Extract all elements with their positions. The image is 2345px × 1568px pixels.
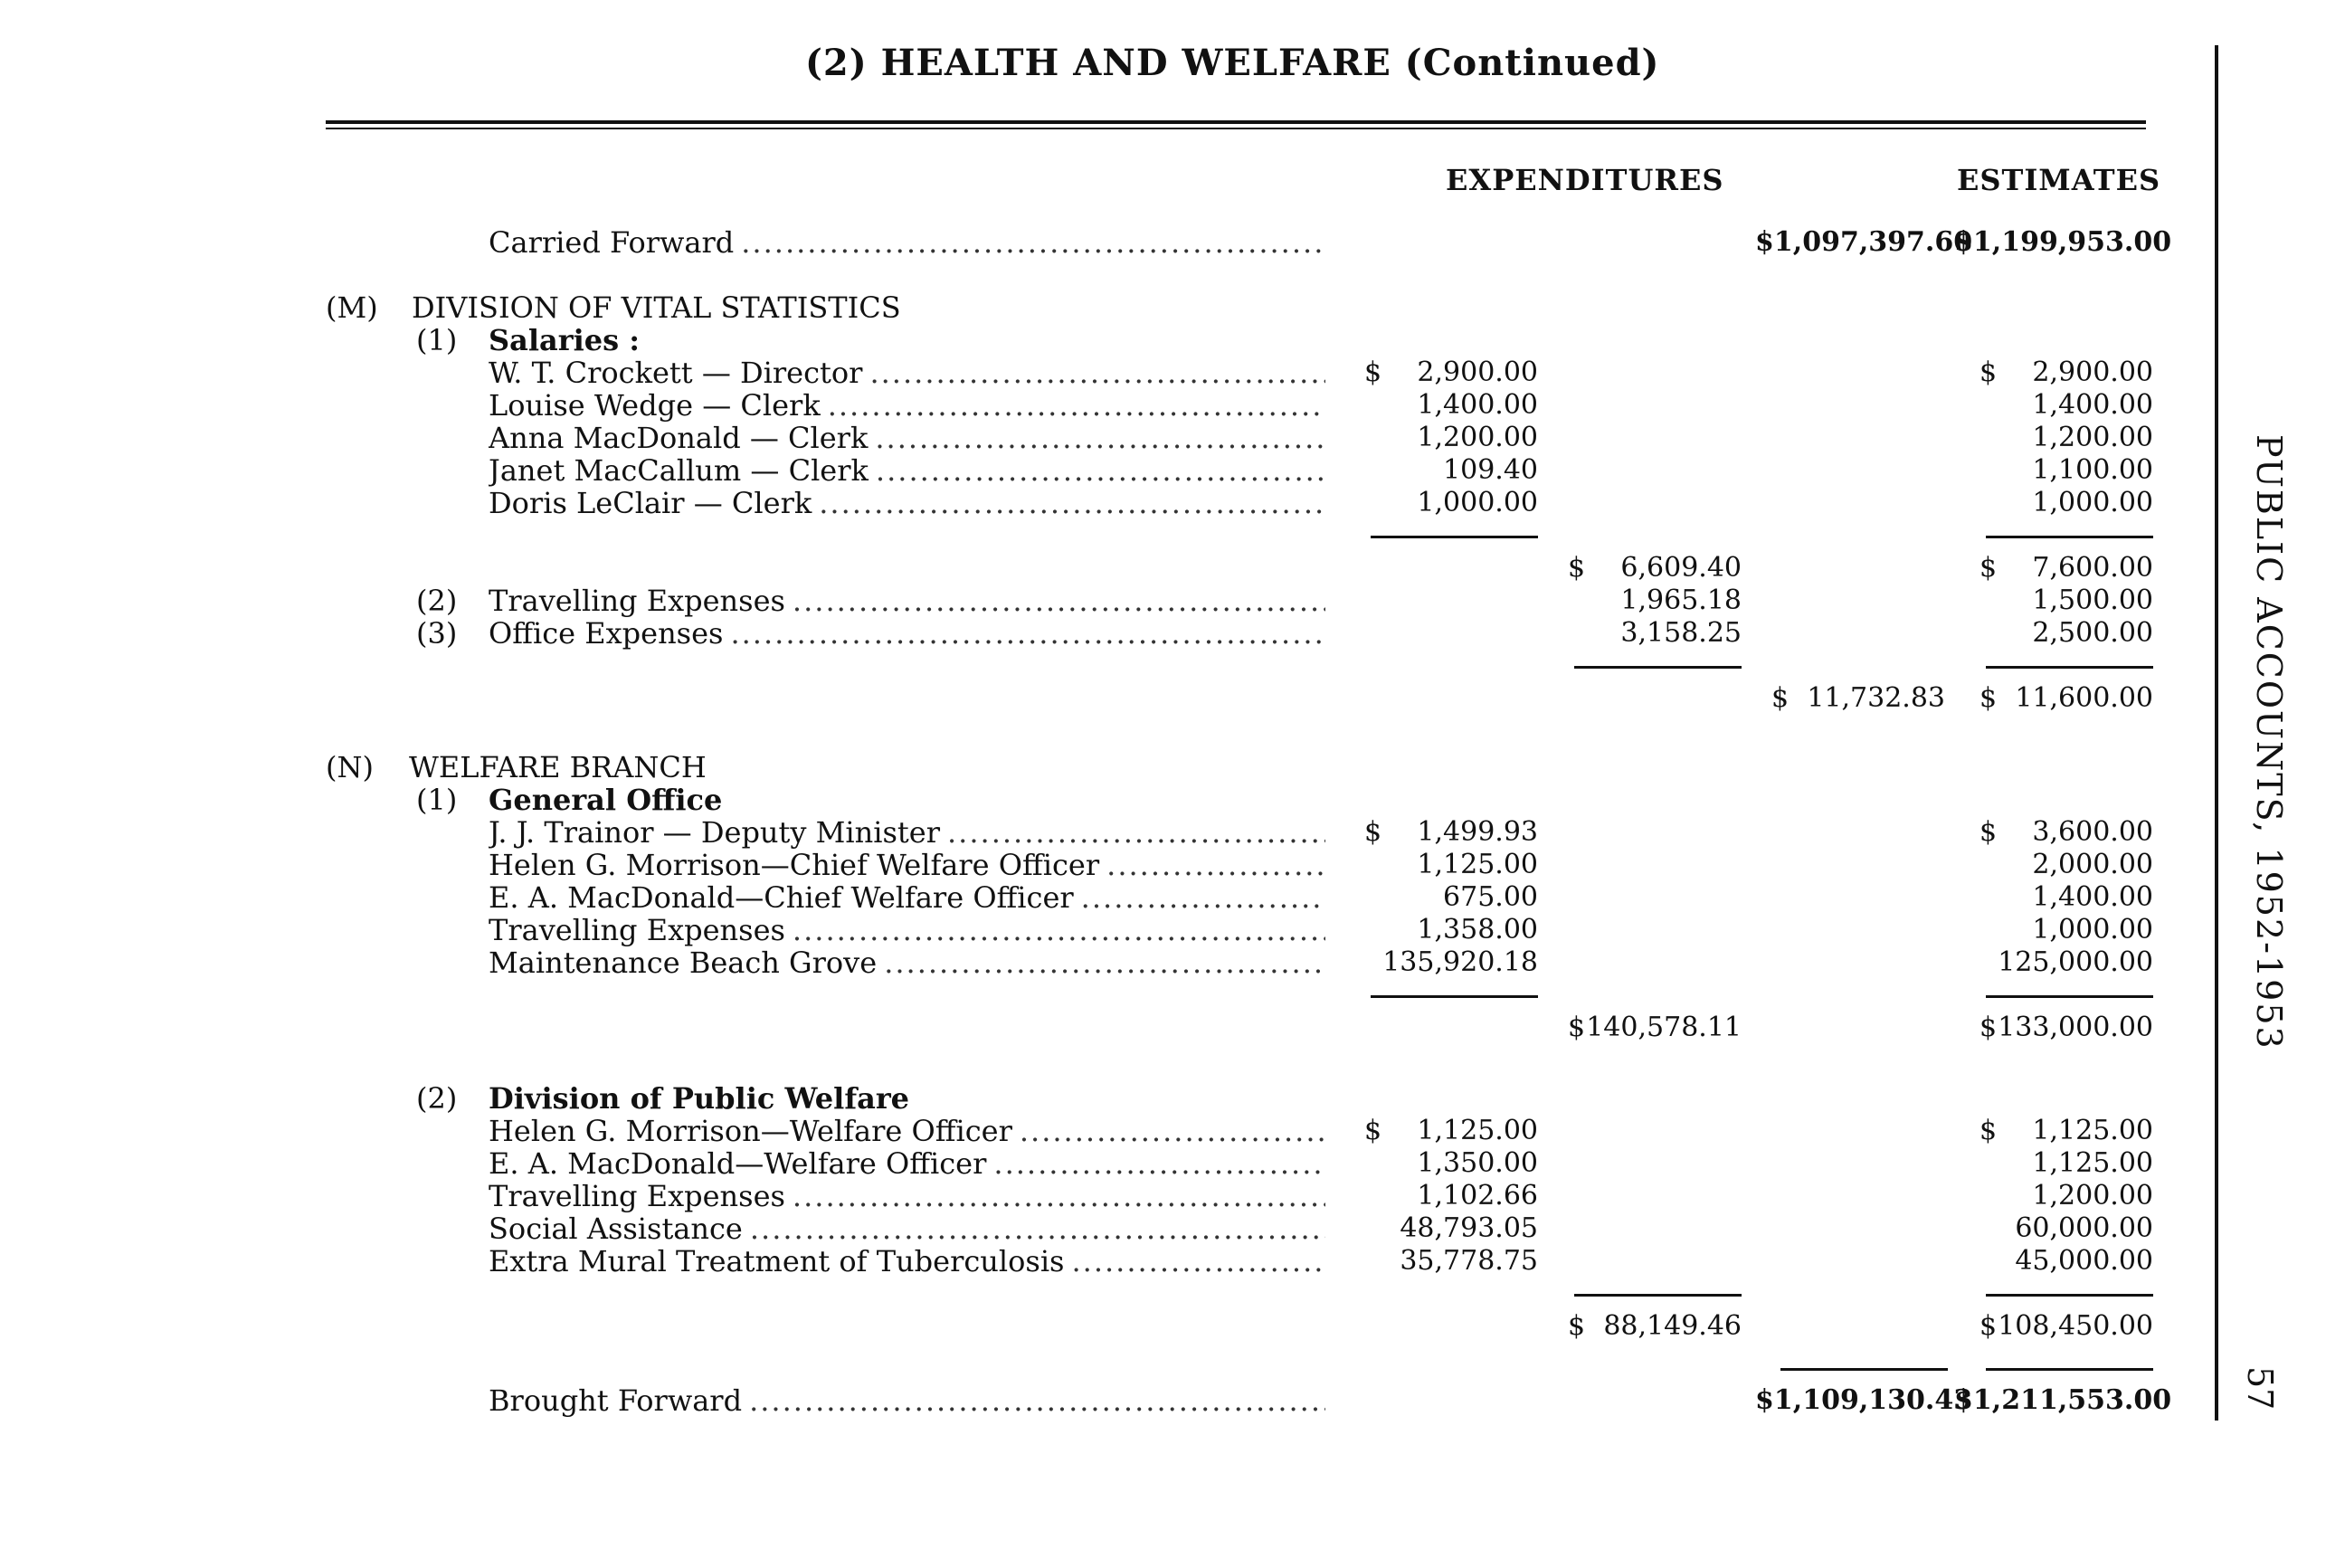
travelling-estimate: 1,500.00 <box>2032 584 2153 616</box>
public-welfare-row <box>0 1245 2171 1278</box>
public-welfare-label: E. A. MacDonald—Welfare Officer ..... <box>489 1147 1325 1180</box>
public-welfare-marker: (2) <box>416 1081 458 1116</box>
underline <box>1574 1294 1742 1297</box>
carried-forward-label: Carried Forward ..... <box>489 226 1325 259</box>
general-office-label: Helen G. Morrison—Chief Welfare Officer ..... <box>489 849 1325 881</box>
general-office-heading <box>0 784 2171 816</box>
division-m-total: 11,732.83 <box>1807 682 1945 714</box>
general-office-label: J. J. Trainor — Deputy Minister ..... <box>489 816 1325 849</box>
underline <box>1986 995 2153 998</box>
public-welfare-label: Social Assistance ..... <box>489 1212 1325 1245</box>
public-welfare-row <box>0 1115 2171 1147</box>
salary-estimate: 1,400.00 <box>2032 389 2153 421</box>
salary-amount: 2,900.00 <box>1417 356 1538 388</box>
public-welfare-amount: 35,778.75 <box>1400 1245 1538 1277</box>
division-n-heading <box>0 751 2171 784</box>
public-welfare-subtotal-row <box>0 1310 2171 1343</box>
salary-estimate: 1,200.00 <box>2032 422 2153 453</box>
general-office-estimate: 125,000.00 <box>1998 946 2153 978</box>
estimate-dollar-sign: $ <box>1979 552 1998 584</box>
public-welfare-amount: 1,350.00 <box>1417 1147 1538 1179</box>
general-office-amount: 1,358.00 <box>1417 914 1538 946</box>
general-office-row <box>0 881 2171 914</box>
public-welfare-amount: 1,125.00 <box>1417 1115 1538 1146</box>
estimate-dollar-sign: $ <box>1979 682 1998 714</box>
amount-dollar-sign: $ <box>1364 356 1382 388</box>
general-office-label: Maintenance Beach Grove ..... <box>489 946 1325 979</box>
public-welfare-heading <box>0 1082 2171 1115</box>
salaries-marker: (1) <box>416 323 458 357</box>
title-rule-bottom <box>326 128 2146 129</box>
public-welfare-row <box>0 1212 2171 1245</box>
salary-amount: 1,400.00 <box>1417 389 1538 421</box>
estimate-dollar-sign: $ <box>1979 356 1998 388</box>
office-row <box>0 617 2171 650</box>
general-office-amount: 1,125.00 <box>1417 849 1538 880</box>
title-rule-top <box>326 120 2146 124</box>
salary-amount: 1,200.00 <box>1417 422 1538 453</box>
division-m-title: DIVISION OF VITAL STATISTICS <box>412 290 901 325</box>
public-welfare-label: Travelling Expenses ..... <box>489 1180 1325 1212</box>
salaries-heading <box>0 324 2171 356</box>
general-office-estimate-subtotal: 133,000.00 <box>1998 1012 2153 1043</box>
public-welfare-title: Division of Public Welfare <box>489 1081 910 1116</box>
salary-row <box>0 487 2171 519</box>
estimate-dollar-sign: $ <box>1979 1115 1998 1146</box>
public-welfare-estimate: 1,200.00 <box>2032 1180 2153 1212</box>
general-office-label: E. A. MacDonald—Chief Welfare Officer ..... <box>489 881 1325 914</box>
estimate-dollar-sign: $ <box>1979 1310 1998 1342</box>
salary-estimate: 1,100.00 <box>2032 454 2153 486</box>
general-office-row <box>0 816 2171 849</box>
division-m-total-row <box>0 682 2171 715</box>
general-office-amount: 1,499.93 <box>1417 816 1538 848</box>
travelling-amount: 1,965.18 <box>1620 584 1742 616</box>
travelling-marker: (2) <box>416 584 458 618</box>
total-dollar-sign: $ <box>1771 682 1790 714</box>
public-welfare-estimate-subtotal: 108,450.00 <box>1998 1310 2153 1342</box>
estimate-dollar-sign: $ <box>1979 816 1998 848</box>
brought-forward-label: Brought Forward ..... <box>489 1384 1325 1417</box>
amount-dollar-sign: $ <box>1364 816 1382 848</box>
underline <box>1780 1368 1948 1371</box>
office-estimate: 2,500.00 <box>2032 617 2153 649</box>
division-n-marker: (N) <box>326 750 374 784</box>
travelling-label: Travelling Expenses ..... <box>489 584 1325 617</box>
office-marker: (3) <box>416 616 458 651</box>
underline <box>1986 536 2153 538</box>
carried-forward-estimate: $1,199,953.00 <box>1954 226 2172 258</box>
general-office-title: General Office <box>489 783 723 817</box>
brought-forward-estimate: $1,211,553.00 <box>1954 1384 2172 1416</box>
brought-forward-expenditure: $1,109,130.43 <box>1755 1384 1973 1416</box>
office-label: Office Expenses ..... <box>489 617 1325 650</box>
general-office-row <box>0 946 2171 979</box>
general-office-row <box>0 914 2171 946</box>
salary-estimate: 2,900.00 <box>2032 356 2153 388</box>
division-m-estimate-total: 11,600.00 <box>2015 682 2153 714</box>
page-title: (2) HEALTH AND WELFARE (Continued) <box>805 42 1660 84</box>
underline <box>1574 666 1742 669</box>
general-office-amount: 675.00 <box>1443 881 1538 913</box>
public-welfare-estimate: 1,125.00 <box>2032 1115 2153 1146</box>
public-welfare-estimate: 1,125.00 <box>2032 1147 2153 1179</box>
page-number: 57 <box>2240 1366 2280 1411</box>
general-office-subtotal-row <box>0 1012 2171 1044</box>
salaries-subtotal: 6,609.40 <box>1620 552 1742 584</box>
salary-amount: 109.40 <box>1443 454 1538 486</box>
underline <box>1986 1294 2153 1297</box>
salary-estimate: 1,000.00 <box>2032 487 2153 518</box>
estimate-dollar-sign: $ <box>1979 1012 1998 1043</box>
salary-label: Doris LeClair — Clerk ..... <box>489 487 1325 519</box>
travelling-row <box>0 584 2171 617</box>
general-office-row <box>0 849 2171 881</box>
salary-label: W. T. Crockett — Director ..... <box>489 356 1325 389</box>
salaries-estimate-subtotal: 7,600.00 <box>2032 552 2153 584</box>
division-m-marker: (M) <box>326 290 378 325</box>
salary-label: Anna MacDonald — Clerk ..... <box>489 422 1325 454</box>
salary-row <box>0 422 2171 454</box>
margin-rule <box>2215 45 2218 1421</box>
salary-row <box>0 454 2171 487</box>
underline <box>1986 1368 2153 1371</box>
brought-forward-row <box>0 1384 2171 1417</box>
public-welfare-label: Helen G. Morrison—Welfare Officer ..... <box>489 1115 1325 1147</box>
salary-amount: 1,000.00 <box>1417 487 1538 518</box>
carried-forward-expenditure: $1,097,397.60 <box>1755 226 1973 258</box>
general-office-estimate: 1,000.00 <box>2032 914 2153 946</box>
general-office-estimate: 1,400.00 <box>2032 881 2153 913</box>
amount-dollar-sign: $ <box>1364 1115 1382 1146</box>
public-welfare-label: Extra Mural Treatment of Tuberculosis ..... <box>489 1245 1325 1278</box>
salaries-subtotal-row <box>0 552 2171 584</box>
salaries-title: Salaries : <box>489 323 641 357</box>
subtotal-dollar-sign: $ <box>1568 552 1586 584</box>
public-welfare-amount: 1,102.66 <box>1417 1180 1538 1212</box>
carried-forward-row <box>0 226 2171 259</box>
general-office-estimate: 2,000.00 <box>2032 849 2153 880</box>
salary-row <box>0 356 2171 389</box>
office-amount: 3,158.25 <box>1620 617 1742 649</box>
general-office-amount: 135,920.18 <box>1382 946 1538 978</box>
public-welfare-estimate: 45,000.00 <box>2015 1245 2153 1277</box>
salary-label: Louise Wedge — Clerk ..... <box>489 389 1325 422</box>
estimates-header: ESTIMATES <box>1957 163 2161 197</box>
general-office-subtotal: 140,578.11 <box>1586 1012 1742 1043</box>
public-welfare-subtotal: 88,149.46 <box>1603 1310 1742 1342</box>
salary-label: Janet MacCallum — Clerk ..... <box>489 454 1325 487</box>
division-m-heading <box>0 291 2171 324</box>
subtotal-dollar-sign: $ <box>1568 1310 1586 1342</box>
general-office-estimate: 3,600.00 <box>2032 816 2153 848</box>
public-welfare-amount: 48,793.05 <box>1400 1212 1538 1244</box>
underline <box>1371 536 1538 538</box>
public-welfare-row <box>0 1147 2171 1180</box>
division-n-title: WELFARE BRANCH <box>409 750 707 784</box>
expenditures-header: EXPENDITURES <box>1446 163 1724 197</box>
public-welfare-row <box>0 1180 2171 1212</box>
general-office-marker: (1) <box>416 783 458 817</box>
general-office-label: Travelling Expenses ..... <box>489 914 1325 946</box>
public-welfare-estimate: 60,000.00 <box>2015 1212 2153 1244</box>
salary-row <box>0 389 2171 422</box>
subtotal-dollar-sign: $ <box>1568 1012 1586 1043</box>
underline <box>1986 666 2153 669</box>
running-header: PUBLIC ACCOUNTS, 1952-1953 <box>2249 434 2289 1050</box>
underline <box>1371 995 1538 998</box>
